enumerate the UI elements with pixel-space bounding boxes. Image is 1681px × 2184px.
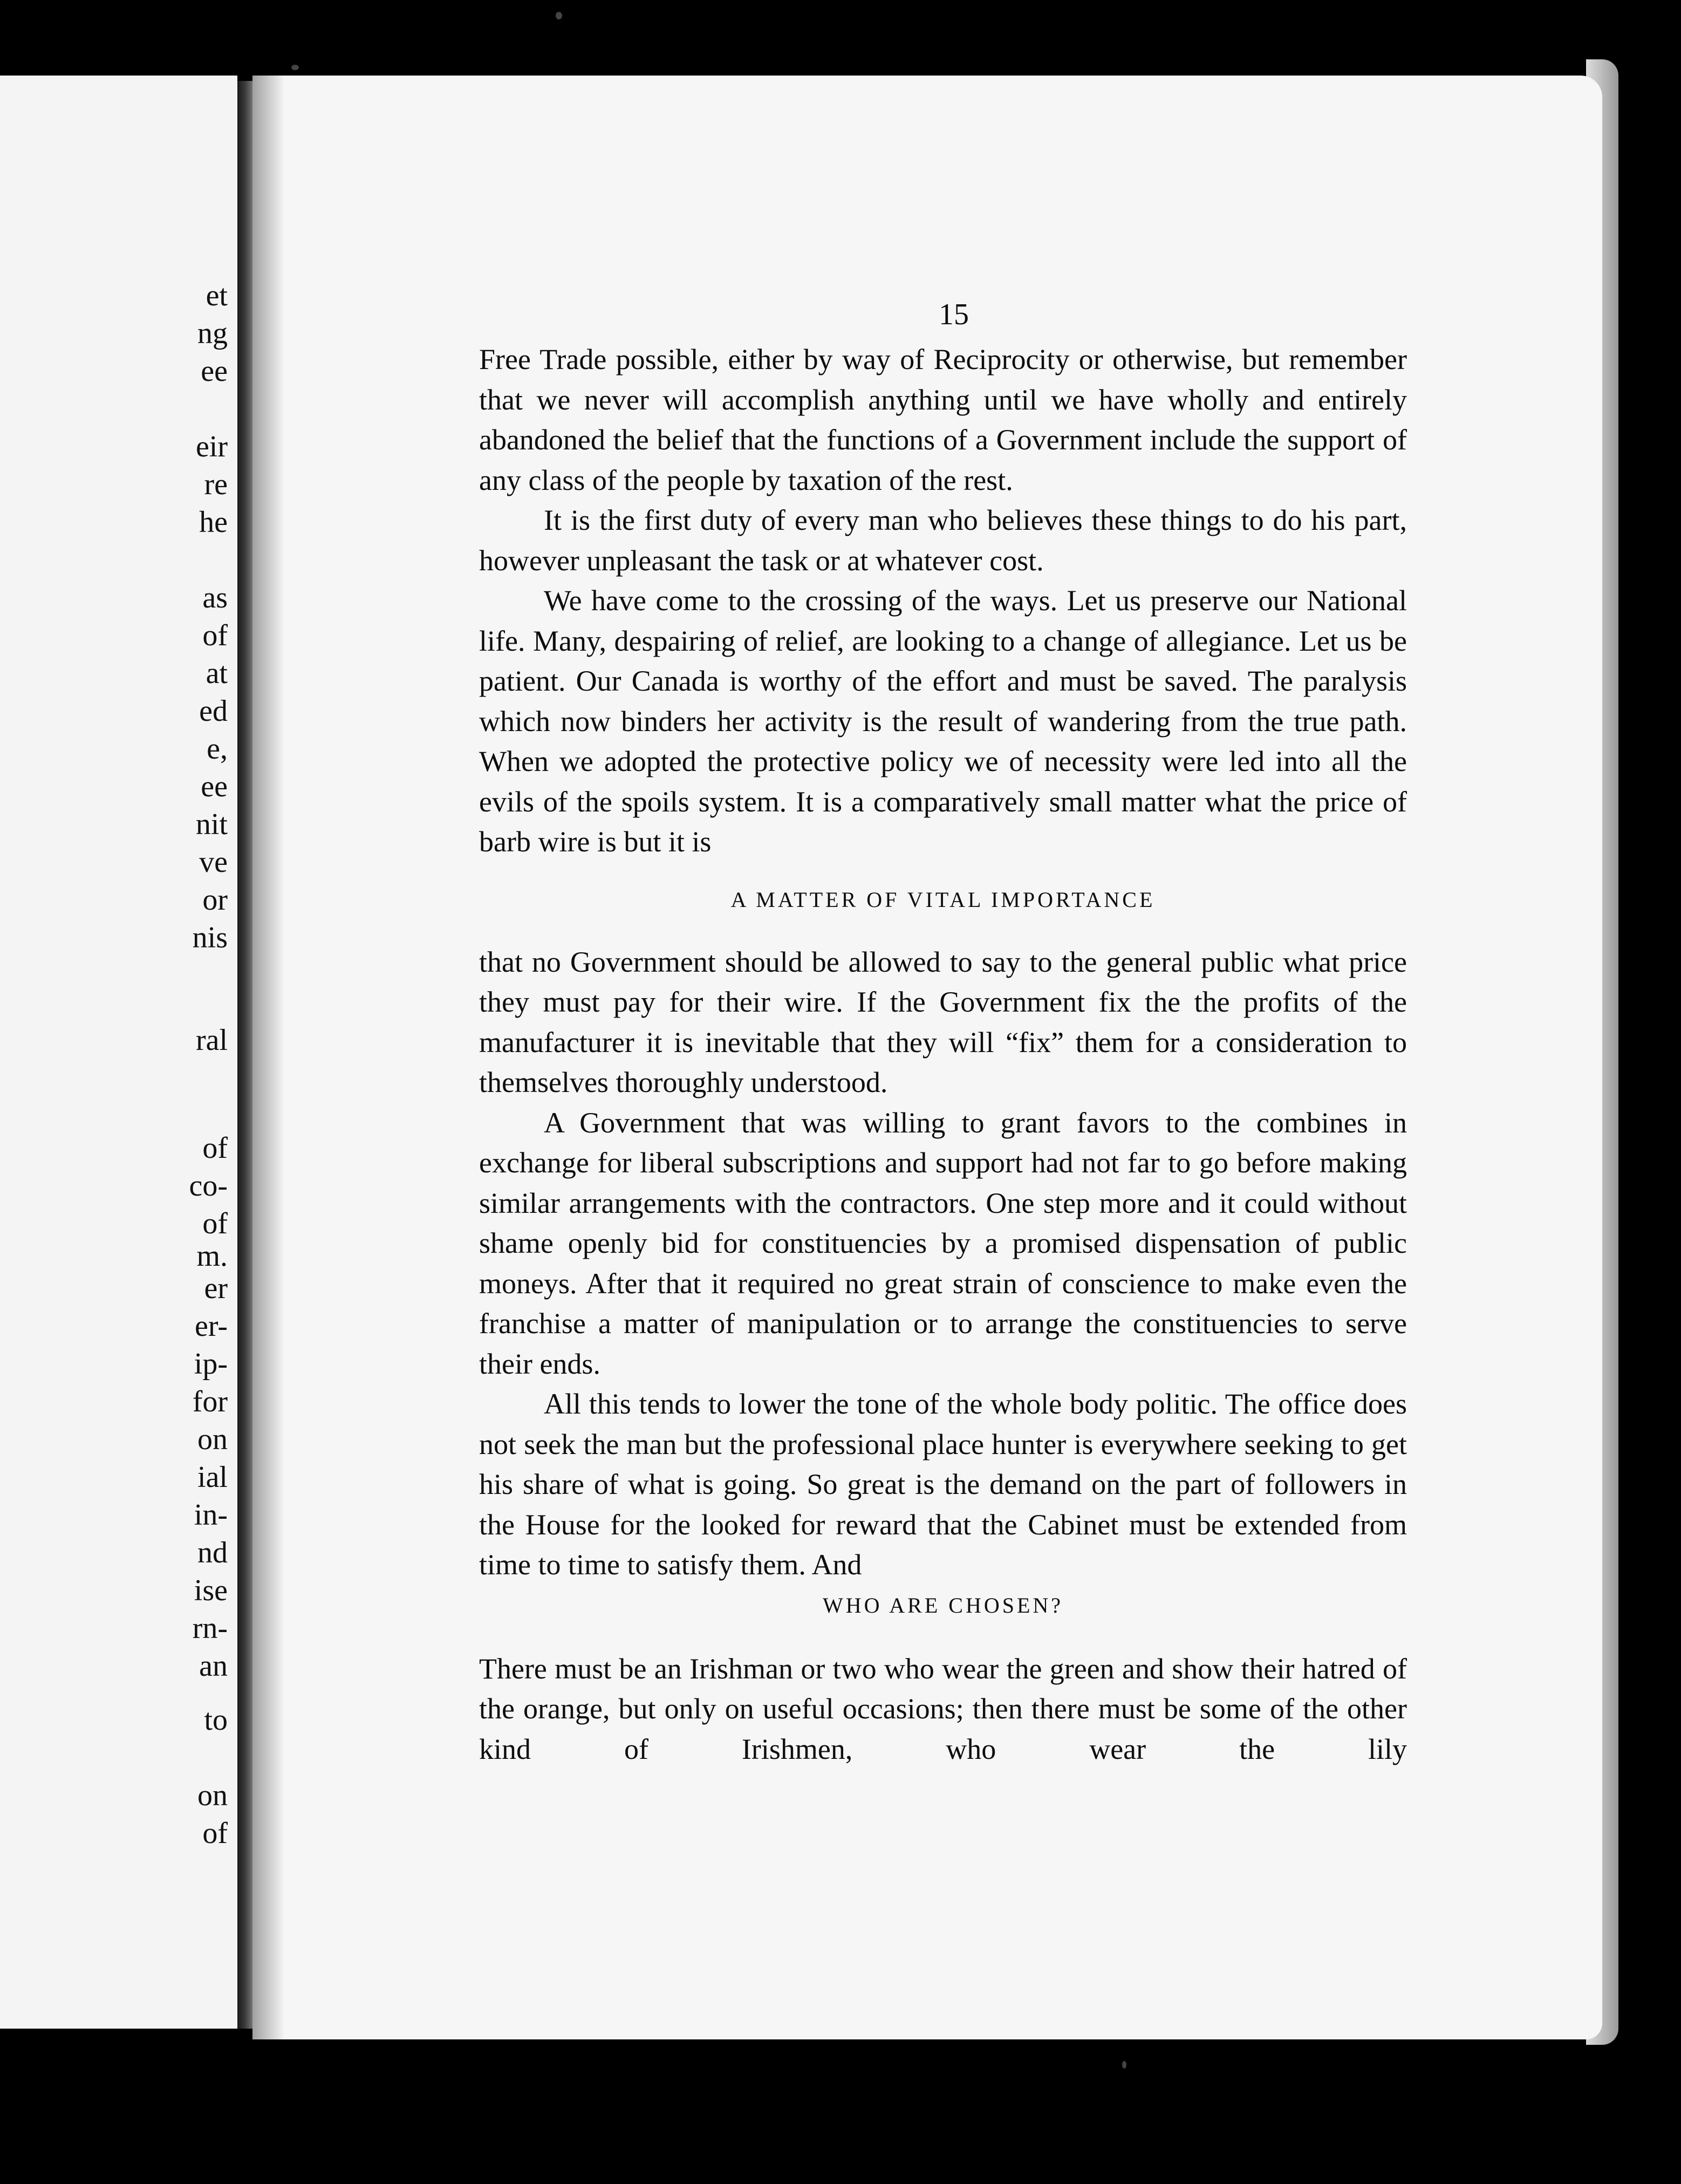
paragraph: There must be an Irishman or two who wear the green and show their hatred of the orange, but only on useful occasions; then there must be some of the other kind of Irishmen, who wear the lily (479, 1652, 1407, 1765)
left-page-line-fragment: at (206, 657, 228, 690)
paragraph: All this tends to lower the tone of the whole body politic. The office does not seek the man but the professional place hunter is everywhere seeking to get his share of what is going. So great is the demand on the part of followers in the House for the looked for reward that the Cabinet must be extended from time to time to satisfy them. And (479, 1388, 1407, 1581)
left-page-line-fragment: rn- (192, 1612, 228, 1645)
left-page-line-fragment: nit (195, 808, 228, 841)
section-heading: WHO ARE CHOSEN? (822, 1593, 1064, 1617)
left-page-line-fragment: nd (197, 1536, 228, 1569)
left-page-line-fragment: et (206, 279, 228, 312)
left-page-line-fragment: of (202, 619, 228, 652)
left-page-line-fragment: ral (195, 1023, 228, 1057)
left-page-line-fragment: of (202, 1207, 228, 1240)
left-page-line-fragment: ise (194, 1574, 228, 1607)
paragraph: that no Government should be allowed to say to the general public what price they must pay for their wire. If the Government fix the the profits of the manufacturer it is inevitable that they will “fix” them for a consideration to themselves thoroughly understood. (479, 945, 1407, 1098)
left-page-line-fragment: eir (195, 430, 228, 463)
left-page-line-fragment: er (204, 1272, 228, 1305)
left-page-line-fragment: as (202, 581, 228, 615)
paragraph: A Government that was willing to grant favors to the combines in exchange for liberal subscriptions and support had not far to go before making similar arrangements with the contractors. One step more and it could without shame openly bid for constituencies by a promised dispensation of public moneys. After that it required no great strain of conscience to make even the franchise a matter of manipulation or to arrange the constituencies to serve their ends. (479, 1106, 1407, 1380)
left-page-fragments (0, 76, 237, 2029)
left-page-line-fragment: ee (201, 770, 228, 803)
left-page-line-fragment: he (199, 506, 228, 539)
scan-speck (1122, 2061, 1126, 2069)
section-heading: A MATTER OF VITAL IMPORTANCE (730, 887, 1156, 912)
left-page-line-fragment: of (202, 1817, 228, 1850)
paragraph: It is the first duty of every man who believes these things to do his part, however unpleasant the task or at whatever cost. (479, 504, 1407, 577)
left-page-line-fragment: an (199, 1649, 228, 1683)
left-page (0, 76, 237, 2029)
left-page-line-fragment: or (202, 883, 228, 917)
page-text (479, 299, 1407, 1769)
left-page-line-fragment: ed (199, 694, 228, 728)
left-page-line-fragment: nis (192, 921, 228, 954)
left-page-line-fragment: on (197, 1423, 228, 1456)
left-page-line-fragment: ng (197, 317, 228, 350)
left-page-line-fragment: to (204, 1703, 228, 1737)
left-page-line-fragment: e, (207, 732, 228, 766)
left-page-line-fragment: ve (199, 845, 228, 879)
left-page-line-fragment: er- (194, 1309, 228, 1343)
page-number: 15 (939, 298, 969, 331)
left-page-line-fragment: of (202, 1131, 228, 1165)
left-page-line-fragment: ip- (194, 1347, 228, 1381)
left-page-line-fragment: on (197, 1779, 228, 1812)
paragraph: We have come to the crossing of the ways. Let us preserve our National life. Many, despairing of relief, are looking to a change of allegiance. Let us be patient. Our Canada is worthy of the effort and must be saved. The paralysis which now binders her activity is the result of wandering from the true path. When we adopted the protective policy we of necessity were led into all the evils of the spoils system. It is a comparatively small matter what the price of barb wire is but it is (479, 584, 1407, 858)
paragraph: Free Trade possible, either by way of Reciprocity or otherwise, but remember that we never will accomplish anything until we have wholly and entirely abandoned the belief that the functions of a Government include the support of any class of the people by taxation of the rest. (479, 343, 1407, 496)
left-page-line-fragment: ial (197, 1460, 228, 1494)
left-page-line-fragment: co- (189, 1169, 228, 1203)
left-page-line-fragment: re (204, 468, 228, 501)
scan-speck (291, 65, 299, 70)
left-page-line-fragment: m. (196, 1239, 228, 1273)
left-page-line-fragment: ee (201, 354, 228, 388)
left-page-line-fragment: for (192, 1385, 228, 1418)
scan-speck (556, 12, 562, 19)
left-page-line-fragment: in- (194, 1498, 228, 1532)
